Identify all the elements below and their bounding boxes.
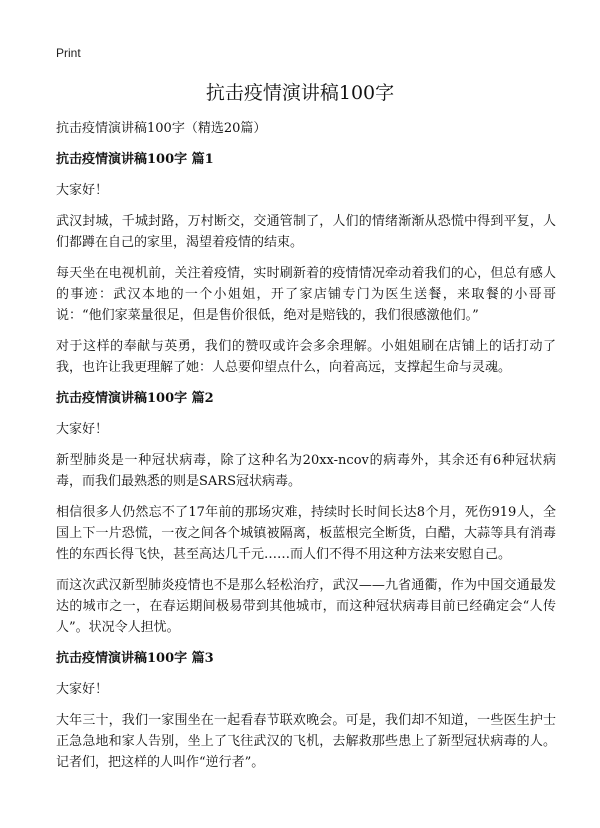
section-3 [56, 648, 556, 773]
paragraph: 大家好！ [56, 682, 109, 697]
article-body [56, 118, 556, 783]
paragraph: 新型肺炎是一种冠状病毒，除了这种名为20xx-ncov的病毒外，其余还有6种冠状病毒，而我们最熟悉的则是SARS冠状病毒。 [56, 453, 556, 489]
section-2 [56, 388, 556, 638]
print-link[interactable]: Print [56, 46, 81, 60]
article-subtitle: 抗击疫情演讲稿100字（精选20篇） [56, 121, 267, 136]
section-heading: 抗击疫情演讲稿100字 篇2 [56, 391, 214, 406]
section-heading: 抗击疫情演讲稿100字 篇3 [56, 651, 214, 666]
section-heading: 抗击疫情演讲稿100字 篇1 [56, 152, 214, 167]
paragraph: 对于这样的奉献与英勇，我们的赞叹或许会多余理解。小姐姐刷在店铺上的话打动了我，也许让我更理解了她：人总要仰望点什么，向着高远，支撑起生命与灵魂。 [56, 339, 556, 375]
section-1 [56, 149, 556, 378]
page-title: 抗击疫情演讲稿100字 [205, 82, 395, 104]
paragraph: 大家好！ [56, 422, 109, 437]
paragraph: 相信很多人仍然忘不了17年前的那场灾难，持续时长时间长达8个月，死伤919人，全国上下一片恐慌，一夜之间各个城镇被隔离，板蓝根完全断货，白醋，大蒜等具有消毒性的东西长得飞快，甚至高达几千元……而人们不得不用这种方法来安慰自己。 [56, 505, 556, 562]
paragraph: 而这次武汉新型肺炎疫情也不是那么轻松治疗，武汉——九省通衢，作为中国交通最发达的城市之一，在春运期间极易带到其他城市，而这种冠状病毒目前已经确定会“人传人”。状况令人担忧。 [56, 578, 556, 635]
paragraph: 大家好！ [56, 183, 109, 198]
paragraph: 武汉封城，千城封路，万村断交，交通管制了，人们的情绪渐渐从恐慌中得到平复，人们都蹲在自己的家里，渴望着疫情的结束。 [56, 214, 556, 250]
paragraph: 大年三十，我们一家围坐在一起看春节联欢晚会。可是，我们却不知道，一些医生护士正急急地和家人告别，坐上了飞往武汉的飞机，去解救那些患上了新型冠状病毒的人。记者们，把这样的人叫作“逆行者”。 [56, 713, 556, 770]
paragraph: 每天坐在电视机前，关注着疫情，实时刷新着的疫情情况牵动着我们的心，但总有感人的事迹：武汉本地的一个小姐姐，开了家店铺专门为医生送餐，来取餐的小哥哥说：“他们家菜量很足，但是售价很低，绝对是赔钱的，我们很感激他们。” [56, 266, 556, 323]
